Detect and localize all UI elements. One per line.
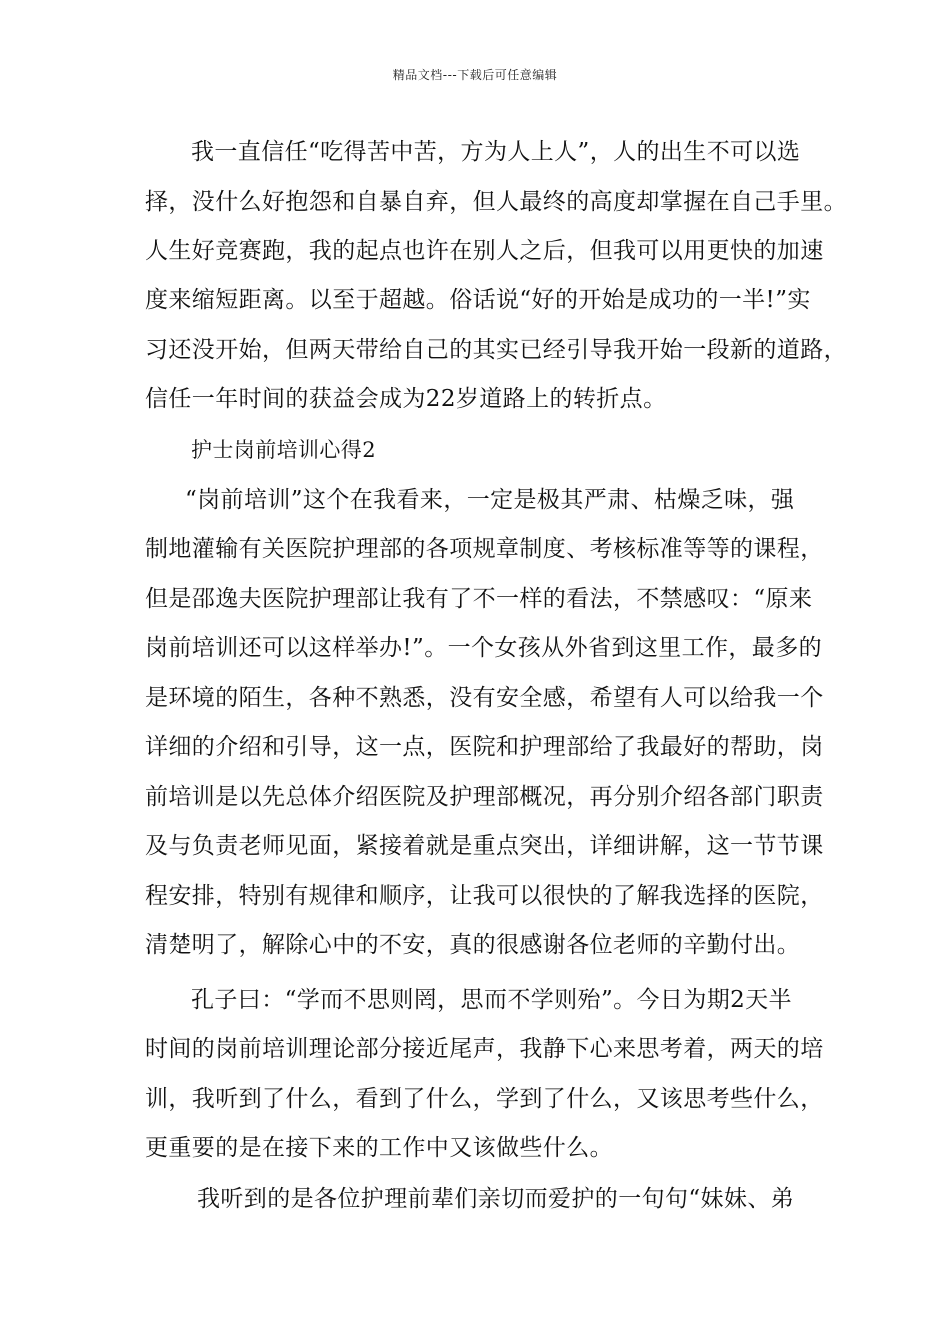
text-line: 前培训是以先总体介绍医院及护理部概况，再分别介绍各部门职责: [145, 784, 824, 810]
text-line: 习还没开始，但两天带给自己的其实已经引导我开始一段新的道路，: [145, 337, 847, 363]
text-line: 信任一年时间的获益会成为22岁道路上的转折点。: [145, 386, 667, 412]
text-line: 及与负责老师见面，紧接着就是重点突出，详细讲解，这一节节课: [145, 833, 824, 859]
text-line: 择，没什么好抱怨和自暴自弃，但人最终的高度却掌握在自己手里。: [145, 189, 847, 215]
page-header: 精品文档---下载后可任意编辑: [392, 68, 558, 82]
text-line: 岗前培训还可以这样举办!”。一个女孩从外省到这里工作，最多的: [145, 635, 823, 661]
text-line: 度来缩短距离。以至于超越。俗话说“好的开始是成功的一半!”实: [145, 287, 811, 313]
section-heading: 护士岗前培训心得2: [191, 438, 376, 462]
text-line: “岗前培训”这个在我看来，一定是极其严肃、枯燥乏味，强: [185, 487, 795, 513]
text-line: 但是邵逸夫医院护理部让我有了不一样的看法，不禁感叹：“原来: [145, 586, 813, 612]
text-line: 程安排，特别有规律和顺序，让我可以很快的了解我选择的医院，: [145, 883, 824, 909]
text-line: 时间的岗前培训理论部分接近尾声，我静下心来思考着，两天的培: [145, 1036, 824, 1062]
text-line: 孔子曰：“学而不思则罔，思而不学则殆”。今日为期2天半: [191, 987, 792, 1013]
text-line: 详细的介绍和引导，这一点，医院和护理部给了我最好的帮助，岗: [145, 734, 824, 760]
text-line: 是环境的陌生，各种不熟悉，没有安全感，希望有人可以给我一个: [145, 685, 824, 711]
text-line: 我听到的是各位护理前辈们亲切而爱护的一句句“妹妹、弟: [197, 1186, 795, 1212]
text-line: 我一直信任“吃得苦中苦，方为人上人”，人的出生不可以选: [191, 139, 801, 165]
text-line: 训，我听到了什么，看到了什么，学到了什么，又该思考些什么，: [145, 1086, 824, 1112]
text-line: 更重要的是在接下来的工作中又该做些什么。: [145, 1135, 613, 1161]
text-line: 人生好竞赛跑，我的起点也许在别人之后，但我可以用更快的加速: [145, 238, 824, 264]
text-line: 清楚明了，解除心中的不安，真的很感谢各位老师的辛勤付出。: [145, 932, 801, 958]
text-line: 制地灌输有关医院护理部的各项规章制度、考核标准等等的课程，: [145, 536, 824, 562]
